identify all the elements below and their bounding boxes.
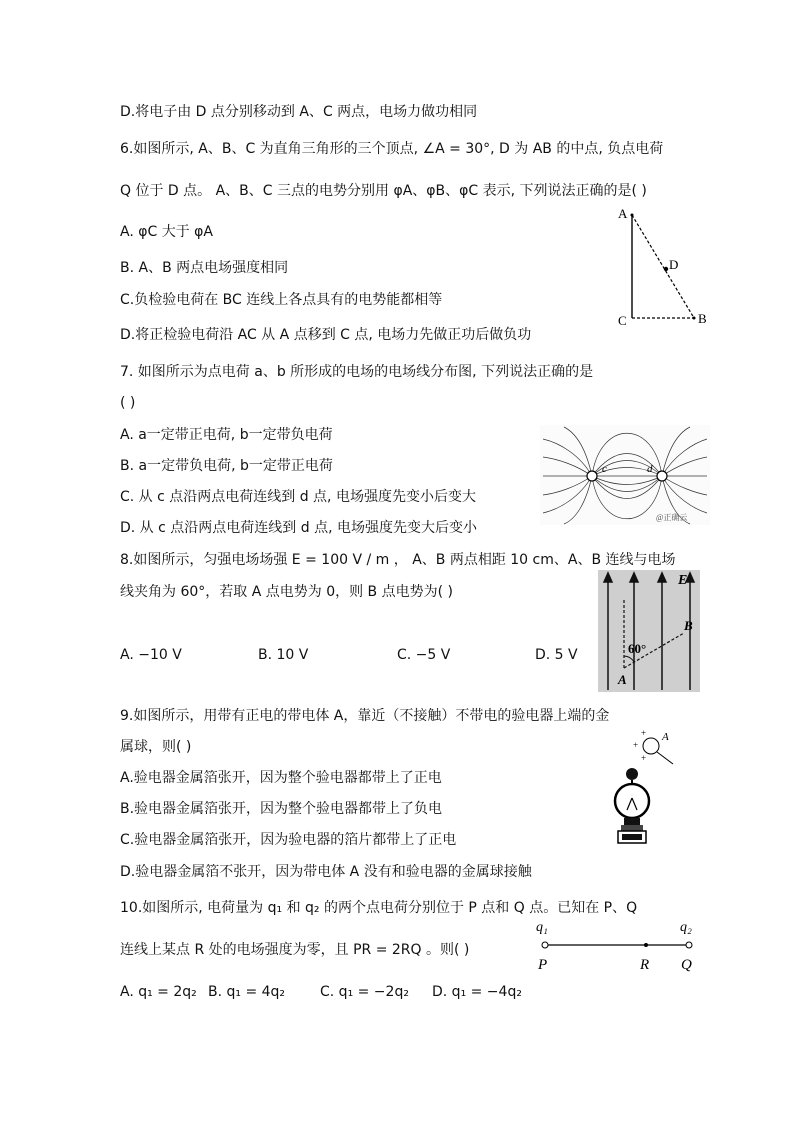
q6-side-ab xyxy=(632,215,694,318)
q8-uniform-field-figure xyxy=(598,570,700,692)
q8-stem-line1: 8.如图所示，匀强电场场强 E = 100 V / m ， A、B 两点相距 10 cm、A、B 连线与电场 xyxy=(120,552,676,568)
q9-charged-body-a xyxy=(643,738,659,754)
q6-label-c: C xyxy=(618,313,627,328)
q10-option-d: D. q₁ = −4q₂ xyxy=(432,984,522,1000)
svg-text:+: + xyxy=(641,728,647,738)
q10-point-p xyxy=(542,942,548,948)
q7-watermark: @正确云 xyxy=(656,513,688,522)
q10-stem-line1: 10.如图所示, 电荷量为 q₁ 和 q₂ 的两个点电荷分别位于 P 点和 Q 点。已知在 P、Q xyxy=(120,900,638,916)
q6-option-a: A. φC 大于 φA xyxy=(120,224,213,240)
q8-option-b: B. 10 V xyxy=(258,647,309,663)
q10-label-r: R xyxy=(640,957,650,973)
q7-option-a: A. a一定带正电荷, b一定带负电荷 xyxy=(120,427,333,443)
q8-label-b: B xyxy=(684,618,693,633)
q8-option-a: A. −10 V xyxy=(120,647,182,663)
q7-label-d: d xyxy=(647,463,653,475)
q9-stem-line2: 属球，则( ) xyxy=(120,739,192,755)
q7-stem-line1: 7. 如图所示为点电荷 a、b 所形成的电场的电场线分布图, 下列说法正确的是 xyxy=(120,364,594,380)
q10-stem-line2: 连线上某点 R 处的电场强度为零，且 PR = 2RQ 。则( ) xyxy=(120,942,470,958)
q7-field-lines-figure xyxy=(540,425,710,525)
q9-option-a: A.验电器金属箔张开，因为整个验电器都带上了正电 xyxy=(120,770,442,786)
q6-option-b: B. A、B 两点电场强度相同 xyxy=(120,260,289,276)
q6-point-d xyxy=(664,267,668,271)
svg-text:+: + xyxy=(641,753,647,763)
q6-stem-line1: 6.如图所示, A、B、C 为直角三角形的三个顶点, ∠A = 30°, D 为 AB 的中点, 负点电荷 xyxy=(120,141,664,157)
q10-point-r xyxy=(644,943,648,947)
q9-electroscope-jar xyxy=(615,784,649,818)
q10-charges-line-figure xyxy=(530,915,710,975)
q10-label-q2: q₂ xyxy=(680,920,692,935)
q7-stem-line2: ( ) xyxy=(120,395,136,411)
q9-stem-line1: 9.如图所示，用带有正电的带电体 A，靠近（不接触）不带电的验电器上端的金 xyxy=(120,708,610,724)
q7-charge-a xyxy=(587,471,597,481)
q9-label-a: A xyxy=(662,731,669,743)
q10-option-a: A. q₁ = 2q₂ xyxy=(120,984,197,1000)
q9-option-d: D.验电器金属箔不张开，因为带电体 A 没有和验电器的金属球接触 xyxy=(120,864,532,880)
q6-stem-line2: Q 位于 D 点。 A、B、C 三点的电势分别用 φA、φB、φC 表示, 下列说法正确的是( ) xyxy=(120,183,647,199)
q7-option-b: B. a一定带负电荷, b一定带正电荷 xyxy=(120,458,333,474)
q8-label-a: A xyxy=(618,672,627,687)
q8-option-d: D. 5 V xyxy=(535,647,578,663)
q9-metal-ball xyxy=(626,768,638,780)
q6-option-c: C.负检验电荷在 BC 连线上各点具有的电势能都相等 xyxy=(120,292,443,308)
q6-triangle-figure xyxy=(610,203,720,328)
q8-label-angle: 60° xyxy=(628,641,647,656)
q6-label-b: B xyxy=(698,311,707,326)
svg-text:+: + xyxy=(633,740,639,750)
q6-label-a: A xyxy=(618,206,628,221)
q5-option-d: D.将电子由 D 点分别移动到 A、C 两点，电场力做功相同 xyxy=(120,104,478,120)
q10-option-b: B. q₁ = 4q₂ xyxy=(208,984,286,1000)
q10-label-p: P xyxy=(538,957,548,973)
q10-label-q1: q₁ xyxy=(536,920,548,935)
q9-electroscope-figure xyxy=(605,728,685,848)
q10-label-q: Q xyxy=(681,957,692,973)
q8-stem-line2: 线夹角为 60°，若取 A 点电势为 0，则 B 点电势为( ) xyxy=(120,584,453,600)
q7-option-d: D. 从 c 点沿两点电荷连线到 d 点, 电场强度先变大后变小 xyxy=(120,520,477,536)
q7-charge-b xyxy=(657,471,667,481)
q8-label-e: E xyxy=(678,573,688,588)
q6-option-d: D.将正检验电荷沿 AC 从 A 点移到 C 点, 电场力先做正功后做负功 xyxy=(120,327,532,343)
q9-option-c: C.验电器金属箔张开，因为验电器的箔片都带上了正电 xyxy=(120,832,457,848)
q8-option-c: C. −5 V xyxy=(397,647,451,663)
q7-label-c: c xyxy=(602,463,607,475)
q10-option-c: C. q₁ = −2q₂ xyxy=(320,984,409,1000)
q9-option-b: B.验电器金属箔张开，因为整个验电器都带上了负电 xyxy=(120,801,443,817)
q6-label-d: D xyxy=(669,257,679,272)
q7-option-c: C. 从 c 点沿两点电荷连线到 d 点, 电场强度先变小后变大 xyxy=(120,489,476,505)
q10-point-q xyxy=(686,942,692,948)
